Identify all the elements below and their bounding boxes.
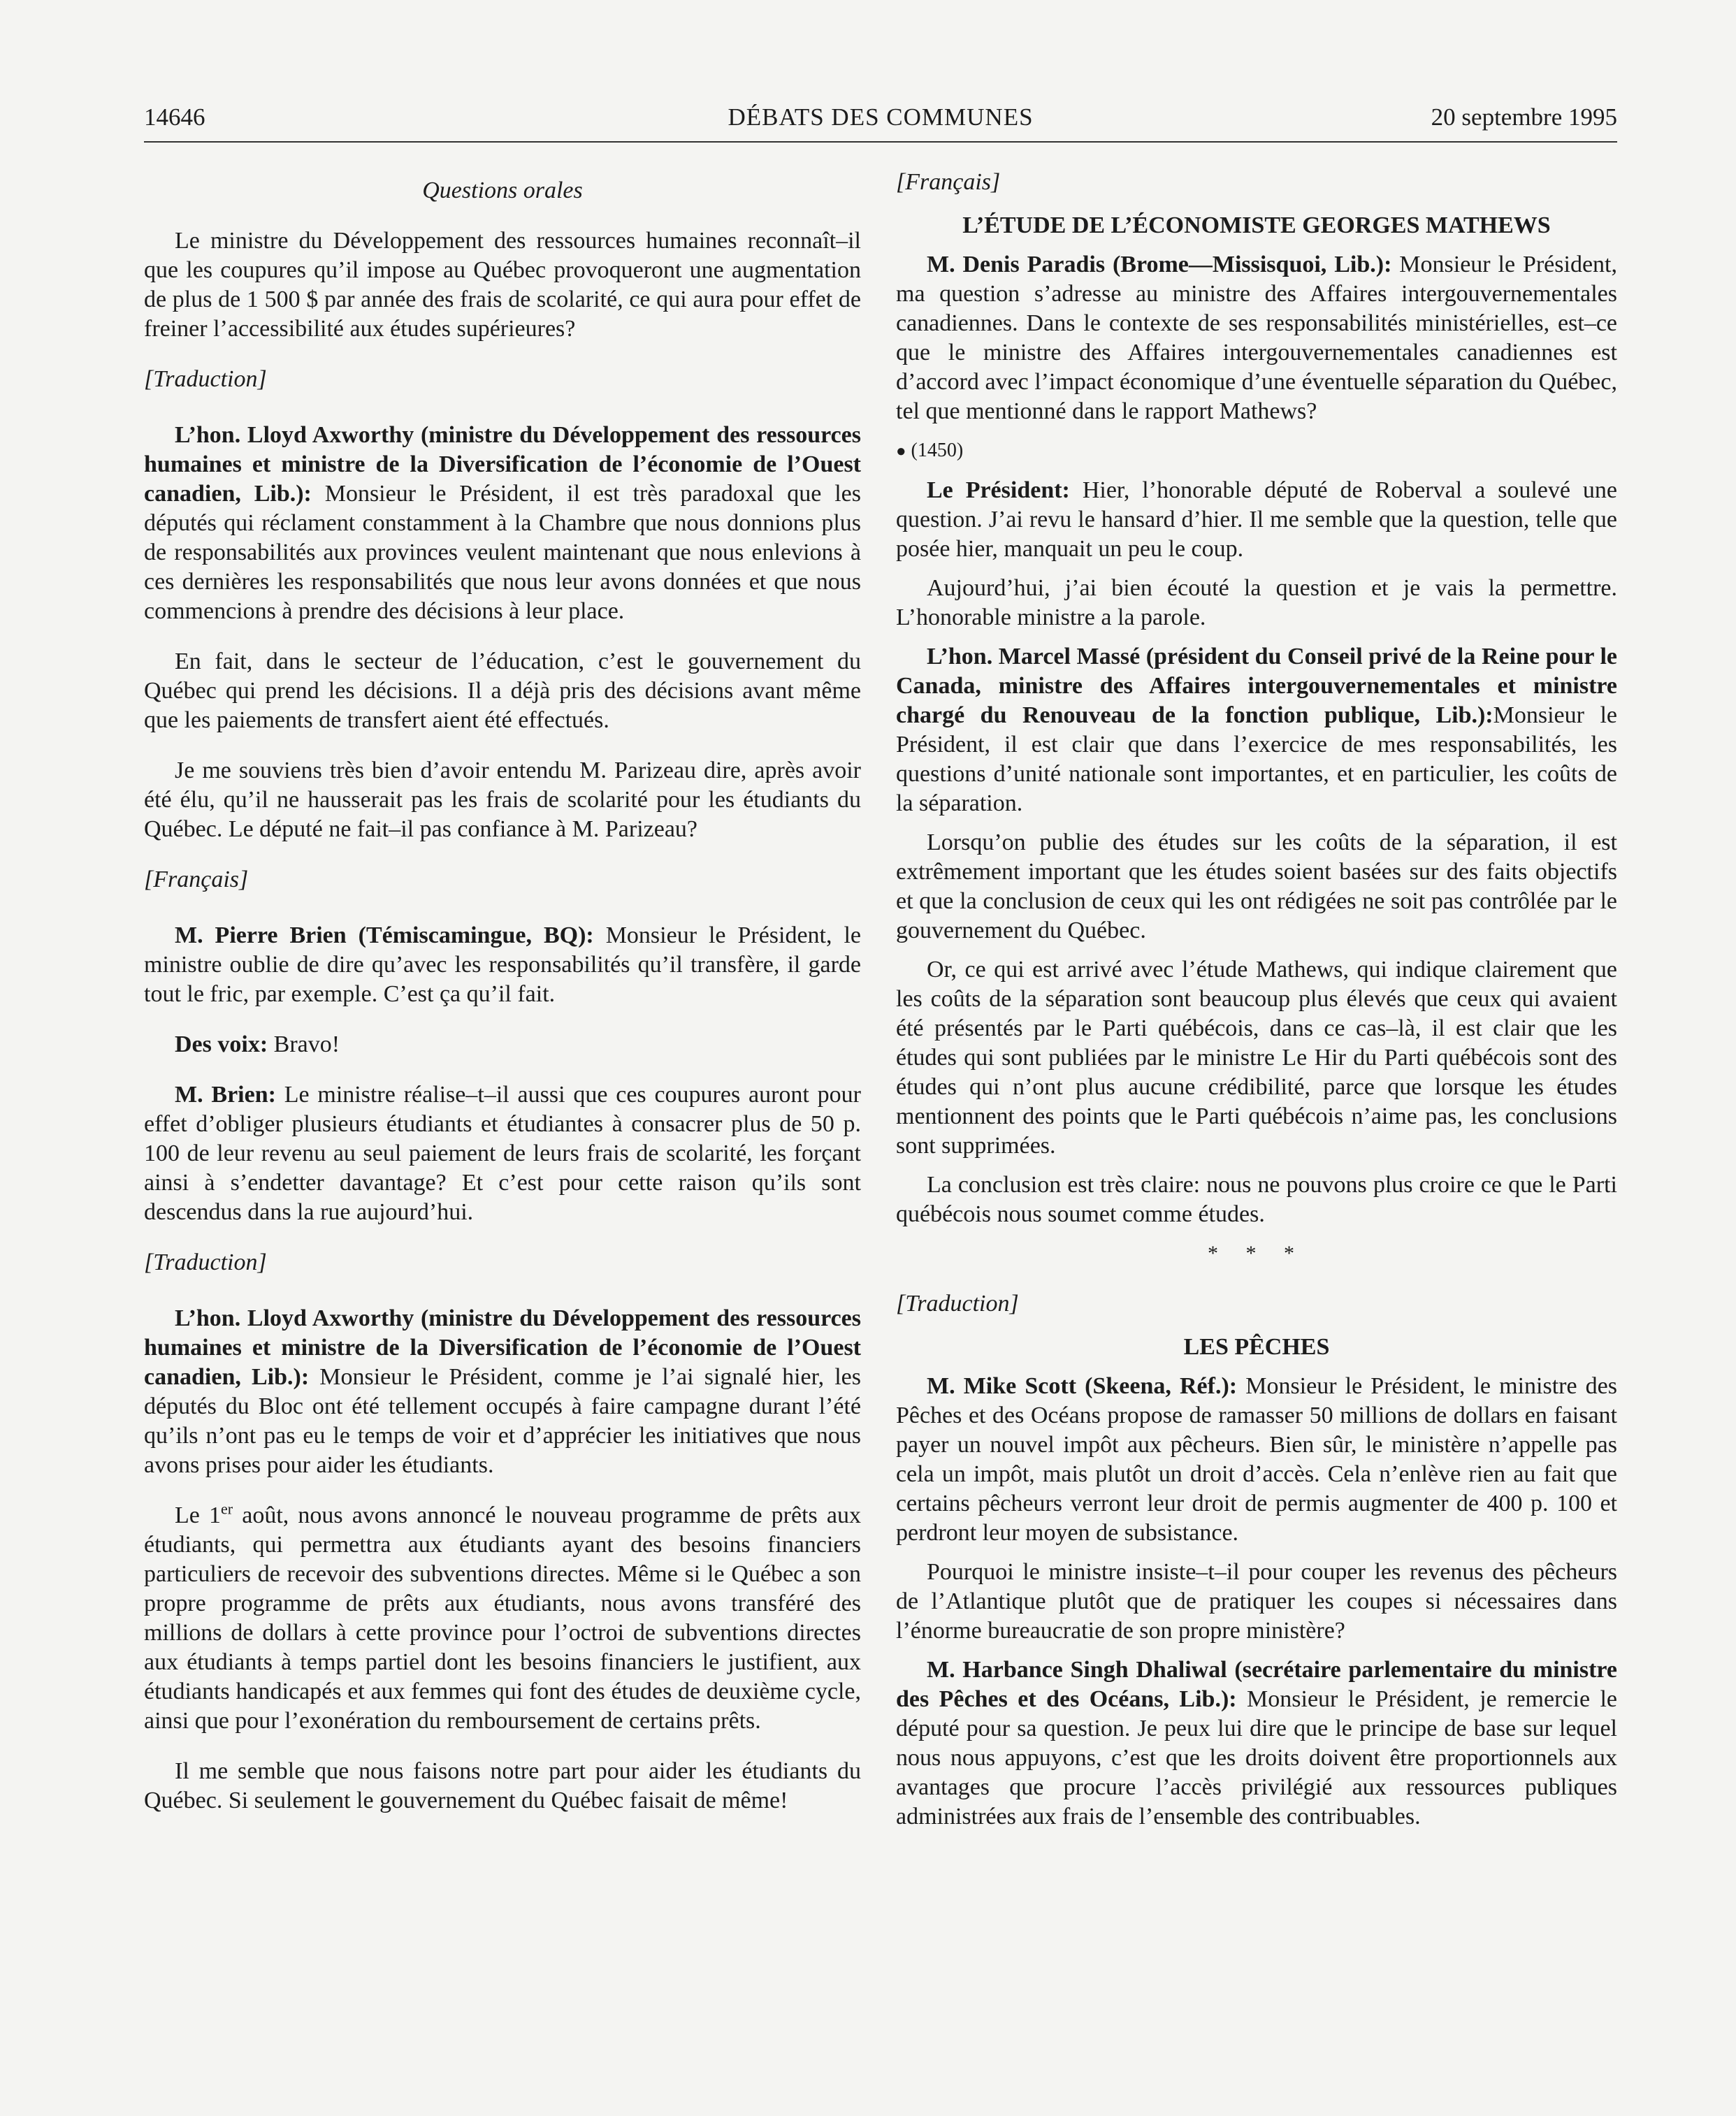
speaker-name: M. Brien: (175, 1082, 276, 1108)
speaker-name: L’hon. Lloyd Axworthy (ministre du Développement des ressources humaines et ministre de la Diversification de l’économie de l’Ouest canadien, Lib.): (144, 422, 861, 507)
speech-text: Le 1 (175, 1502, 221, 1528)
paragraph (896, 250, 1617, 426)
paragraph (144, 1501, 861, 1736)
right-column (896, 168, 1617, 1841)
paragraph: Le ministre du Développement des ressources humaines reconnaît–il que les coupures qu’il impose au Québec provoqueront une augmentation de plus de 1 500 $ par année des frais de scolarité, ce qui aura pour effet de freiner l’accessibilité aux études supérieures? (144, 228, 861, 342)
paragraph (144, 1304, 861, 1480)
timestamp (896, 436, 1617, 466)
paragraph (896, 1372, 1617, 1548)
speech-text: Monsieur le Président, le ministre des Pêches et des Océans propose de ramasser 50 millions de dollars en faisant payer un nouvel impôt aux pêcheurs. Bien sûr, le ministère n’appelle pas cela un impôt, mais plutôt un droit d’accès. Cela n’enlève rien au fait que certains pêcheurs verront leur droit de permis augmenter de 400 p. 100 et perdront leur moyen de subsistance. (896, 1373, 1617, 1546)
speaker-name: Le Président: (927, 477, 1070, 503)
speaker-name: M. Harbance Singh Dhaliwal (secrétaire parlementaire du ministre des Pêches et des Océans, Lib.): (896, 1657, 1617, 1712)
publication-date: 20 septembre 1995 (1431, 103, 1617, 131)
speaker-name: M. Denis Paradis (Brome—Missisquoi, Lib.): (927, 252, 1392, 277)
paragraph: Il me semble que nous faisons notre part pour aider les étudiants du Québec. Si seulement le gouvernement du Québec faisait de même! (144, 1758, 861, 1813)
paragraph (144, 921, 861, 1009)
paragraph (896, 476, 1617, 564)
section-title: Questions orales (422, 177, 583, 203)
speech-text: Monsieur le Président, il est très paradoxal que les députés qui réclament constamment à la Chambre que nous donnions plus de responsabilités aux provinces veulent maintenant que nous enlevions à ces dernières les responsabilités que nous leur avons données et que nous commencions à prendre des décisions à leur place. (144, 481, 861, 624)
speech-text: Monsieur le Président, je remercie le député pour sa question. Je peux lui dire que le principe de base sur lequel nous nous appuyons, c’est que les droits doivent être proportionnels aux avantages que procure l’accès privilégié aux ressources publiques administrées aux frais de l’ensemble des contribuables. (896, 1686, 1617, 1829)
paragraph: Lorsqu’on publie des études sur les coûts de la séparation, il est extrêmement important que les études soient basées sur des faits objectifs et que la conclusion de ceux qui les ont rédigées ne soit pas contrôlée par le gouvernement du Québec. (896, 829, 1617, 943)
speech-text: Monsieur le Président, ma question s’adresse au ministre des Affaires intergouvernementales canadiennes. Dans le contexte de ses responsabilités ministérielles, est–ce que le ministre des Affaires intergouvernementales canadiennes est d’accord avec l’impact économique d’une éventuelle séparation du Québec, tel que mentionné dans le rapport Mathews? (896, 252, 1617, 424)
speech-text: Le ministre réalise–t–il aussi que ces coupures auront pour effet d’obliger plusieurs étudiants et étudiantes à consacrer plus de 50 p. 100 de leur revenu au seul paiement de leurs frais de scolarité, les forçant ainsi à s’endetter davantage? Et c’est pour cette raison qu’ils sont descendus dans la rue aujourd’hui. (144, 1082, 861, 1225)
language-tag: [Français] (896, 169, 1001, 195)
speaker-name: L’hon. Lloyd Axworthy (ministre du Développement des ressources humaines et ministre de la Diversification de l’économie de l’Ouest canadien, Lib.): (144, 1305, 861, 1390)
paragraph (144, 1080, 861, 1227)
superscript: er (221, 1500, 233, 1518)
speech-text: Bravo! (268, 1031, 340, 1057)
paragraph: Aujourd’hui, j’ai bien écouté la question et je vais la permettre. L’honorable ministre a la parole. (896, 575, 1617, 630)
speaker-name: Des voix: (175, 1031, 268, 1057)
language-tag: [Traduction] (144, 1249, 267, 1275)
speaker-name: M. Mike Scott (Skeena, Réf.): (927, 1373, 1238, 1399)
paragraph: En fait, dans le secteur de l’éducation, c’est le gouvernement du Québec qui prend les décisions. Il a déjà pris des décisions avant même que les paiements de transfert aient été effectués. (144, 648, 861, 733)
speech-text: Monsieur le Président, comme je l’ai signalé hier, les députés du Bloc ont été tellement occupés à faire campagne durant l’été qu’ils n’ont pas eu le temps de voir et d’apprécier les initiatives que nous avons prises pour aider les étudiants. (144, 1364, 861, 1478)
speech-text: Monsieur le Président, il est clair que dans l’exercice de mes responsabilités, les questions d’unité nationale sont importantes, et en particulier, les coûts de la séparation. (896, 702, 1618, 816)
paragraph (896, 1655, 1617, 1832)
language-tag: [Traduction] (144, 366, 267, 392)
page-header (144, 99, 1617, 143)
paragraph: La conclusion est très claire: nous ne pouvons plus croire ce que le Parti québécois nous soumet comme études. (896, 1172, 1617, 1227)
section-heading: LES PÊCHES (1183, 1334, 1330, 1360)
speaker-name: M. Pierre Brien (Témiscamingue, BQ): (175, 922, 594, 948)
section-separator: * * * (1208, 1242, 1305, 1265)
speaker-name: L’hon. Marcel Massé (président du Conseil privé de la Reine pour le Canada, ministre des Affaires intergouvernementales et ministre chargé du Renouveau de la fonction publique, Lib.): (896, 644, 1617, 728)
speech-text: Hier, l’honorable député de Roberval a soulevé une question. J’ai revu le hansard d’hier. Il me semble que la question, telle que posée hier, manquait un peu le coup. (896, 477, 1617, 562)
paragraph: Je me souviens très bien d’avoir entendu M. Parizeau dire, après avoir été élu, qu’il ne hausserait pas les frais de scolarité pour les étudiants du Québec. Le député ne fait–il pas confiance à M. Parizeau? (144, 758, 861, 842)
speech-text: août, nous avons annoncé le nouveau programme de prêts aux étudiants, qui permettra aux étudiants ayant des besoins financiers particuliers de recevoir des subventions directes. Même si le Québec a son propre programme de prêts aux étudiants, nous avons transféré des millions de dollars à cette province pour l’octroi de subventions directes aux étudiants à temps partiel dont les besoins financiers le justifient, aux étudiants handicapés et aux femmes qui font des études de deuxième cycle, ainsi que pour l’exonération du remboursement de certains prêts. (144, 1502, 862, 1734)
section-heading: L’ÉTUDE DE L’ÉCONOMISTE GEORGES MATHEWS (962, 212, 1551, 238)
bullet-icon: ● (896, 442, 906, 461)
paragraph (896, 642, 1617, 818)
paragraph: Or, ce qui est arrivé avec l’étude Mathews, qui indique clairement que les coûts de la séparation sont beaucoup plus élevés que ceux qui avaient été présentés par le Parti québécois, dans ce cas–là, il est clair que les études qui sont publiées par le ministre Le Hir du Parti québécois sont des études qui n’ont plus aucune crédibilité, parce que lorsque les études mentionnent des points que le Parti québécois n’aime pas, les conclusions sont supprimées. (896, 957, 1617, 1159)
speech-text: Monsieur le Président, le ministre oublie de dire qu’avec les responsabilités qu’il transfère, il garde tout le fric, par exemple. C’est ça qu’il fait. (144, 922, 861, 1007)
paragraph (144, 1030, 861, 1059)
paragraph: Pourquoi le ministre insiste–t–il pour couper les revenus des pêcheurs de l’Atlantique plutôt que de pratiquer les coupes si nécessaires dans l’énorme bureaucratie de son propre ministère? (896, 1559, 1617, 1644)
language-tag: [Français] (144, 867, 249, 892)
language-tag: [Traduction] (896, 1291, 1019, 1317)
publication-title: DÉBATS DES COMMUNES (728, 103, 1034, 131)
timestamp-text: (1450) (911, 440, 964, 461)
left-column (144, 168, 861, 1836)
page-number: 14646 (144, 103, 205, 131)
paragraph (144, 421, 861, 626)
